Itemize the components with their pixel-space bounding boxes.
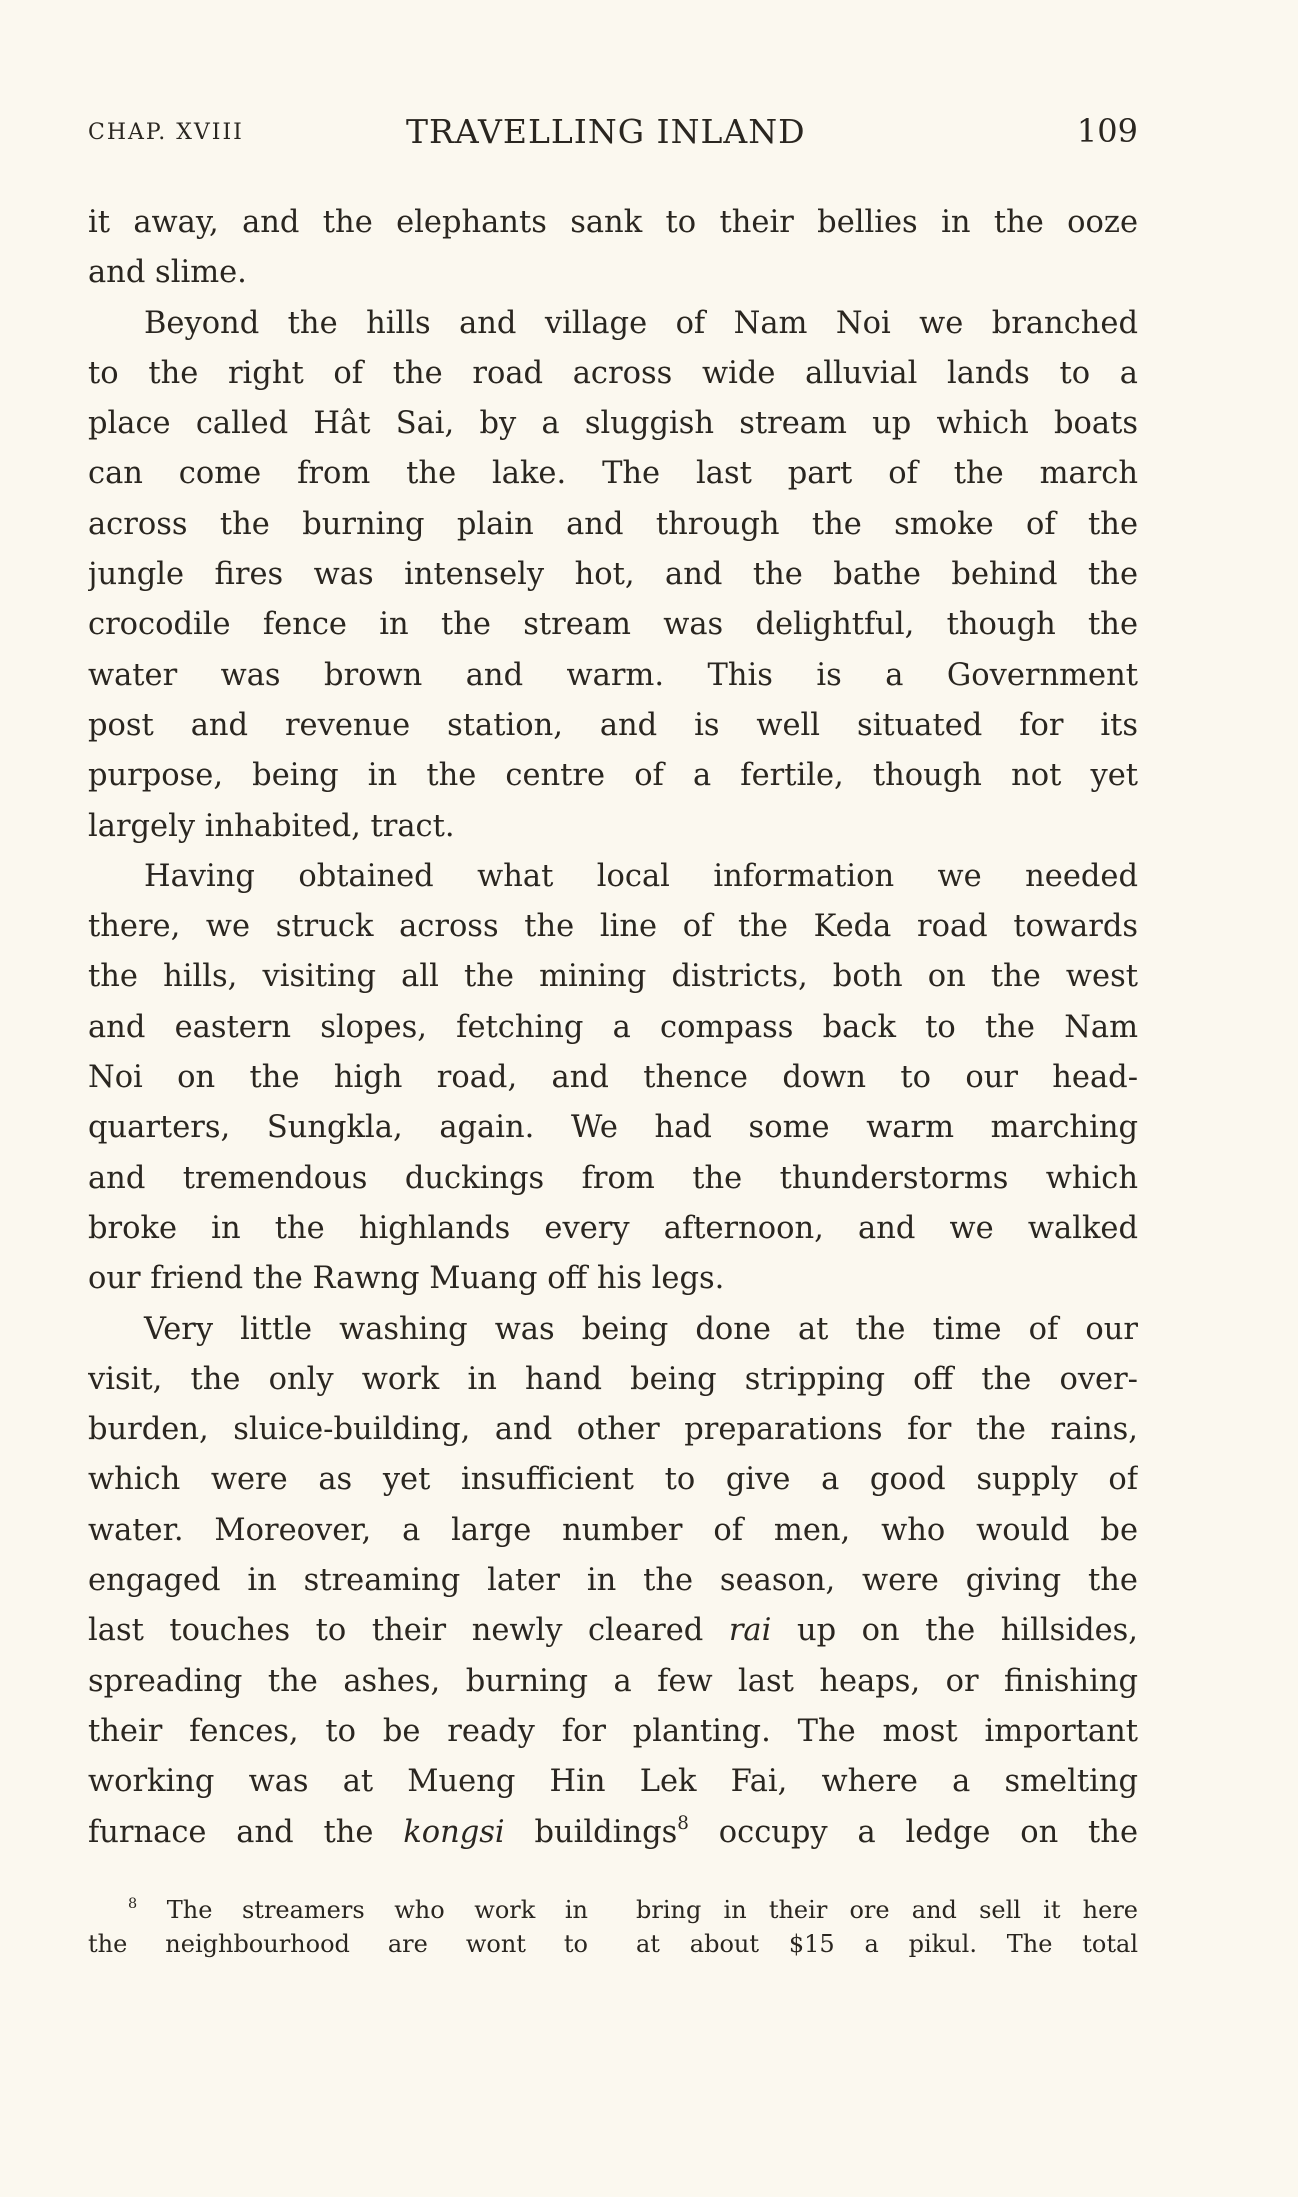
- text-line: jungle fires was intensely hot, and the bathe behind the: [88, 557, 1138, 593]
- text-line: largely inhabited, tract.: [88, 808, 455, 844]
- footnote-marker: 8: [128, 1895, 138, 1912]
- running-head: [88, 112, 1138, 162]
- text-span: furnace and the: [88, 1814, 404, 1850]
- text-line: broke in the highlands every afternoon, and we walked: [88, 1210, 1138, 1246]
- text-line-with-italic: [88, 1606, 1138, 1656]
- text-line: and eastern slopes, fetching a compass back to the Nam: [88, 1009, 1138, 1045]
- footnote: [88, 1893, 1138, 1963]
- text-line: water. Moreover, a large number of men, who would be: [88, 1512, 1138, 1548]
- text-line: Having obtained what local information we needed: [144, 858, 1138, 894]
- text-line: working was at Mueng Hin Lek Fai, where a smelting: [88, 1764, 1138, 1800]
- text-line: Beyond the hills and village of Nam Noi we branched: [144, 305, 1138, 341]
- footnote-column-right: [636, 1893, 1138, 1961]
- text-span: occupy a ledge on the: [688, 1814, 1138, 1850]
- text-line-with-italic: [88, 1808, 1138, 1858]
- text-line: across the burning plain and through the smoke of the: [88, 506, 1138, 542]
- footnote-line: the neighbourhood are wont to: [88, 1930, 588, 1958]
- text-span: up on the hillsides,: [771, 1613, 1138, 1649]
- text-line: engaged in streaming later in the season, were giving the: [88, 1563, 1138, 1599]
- footnote-reference[interactable]: 8: [677, 1812, 689, 1834]
- text-line: to the right of the road across wide alluvial lands to a: [88, 355, 1138, 391]
- text-line: spreading the ashes, burning a few last heaps, or finishing: [88, 1663, 1138, 1699]
- text-line: their fences, to be ready for planting. The most important: [88, 1713, 1138, 1749]
- text-line: post and revenue station, and is well situated for its: [88, 707, 1138, 743]
- footnote-line: at about $15 a pikul. The total: [636, 1930, 1138, 1958]
- footnote-line: [88, 1893, 588, 1927]
- text-span: buildings: [504, 1814, 678, 1850]
- footnote-line: bring in their ore and sell it here: [636, 1896, 1138, 1924]
- text-line: water was brown and warm. This is a Government: [88, 657, 1138, 693]
- text-line: it away, and the elephants sank to their bellies in the ooze: [88, 205, 1138, 240]
- text-line: Noi on the high road, and thence down to our head-: [88, 1060, 1138, 1096]
- body-text: [88, 198, 1138, 1858]
- page-title: TRAVELLING INLAND: [406, 112, 806, 151]
- text-line: the hills, visiting all the mining districts, both on the west: [88, 959, 1138, 995]
- text-span: last touches to their newly cleared: [88, 1613, 729, 1649]
- text-line: there, we struck across the line of the Keda road towards: [88, 909, 1138, 945]
- text-line: burden, sluice-building, and other preparations for the rains,: [88, 1412, 1138, 1448]
- text-line: our friend the Rawng Muang off his legs.: [88, 1261, 725, 1297]
- text-line: and slime.: [88, 255, 247, 291]
- italic-term-kongsi: kongsi: [403, 1814, 505, 1850]
- text-line: crocodile fence in the stream was delightful, though the: [88, 607, 1138, 643]
- footnote-text: The streamers who work in: [166, 1896, 588, 1924]
- footnote-column-left: [88, 1893, 588, 1961]
- text-line: visit, the only work in hand being stripping off the over-: [88, 1361, 1138, 1397]
- chapter-label: CHAP. XVIII: [88, 120, 244, 145]
- text-line: can come from the lake. The last part of the march: [88, 456, 1138, 492]
- text-line: and tremendous duckings from the thunderstorms which: [88, 1160, 1138, 1196]
- text-line: purpose, being in the centre of a fertile, though not yet: [88, 758, 1138, 794]
- text-line: Very little washing was being done at the time of our: [144, 1311, 1138, 1347]
- text-line: quarters, Sungkla, again. We had some warm marching: [88, 1110, 1138, 1146]
- page-number: 109: [1076, 112, 1138, 150]
- text-line: which were as yet insufficient to give a good supply of: [88, 1462, 1138, 1498]
- text-line: place called Hât Sai, by a sluggish stream up which boats: [88, 406, 1138, 442]
- italic-term-rai: rai: [728, 1613, 772, 1649]
